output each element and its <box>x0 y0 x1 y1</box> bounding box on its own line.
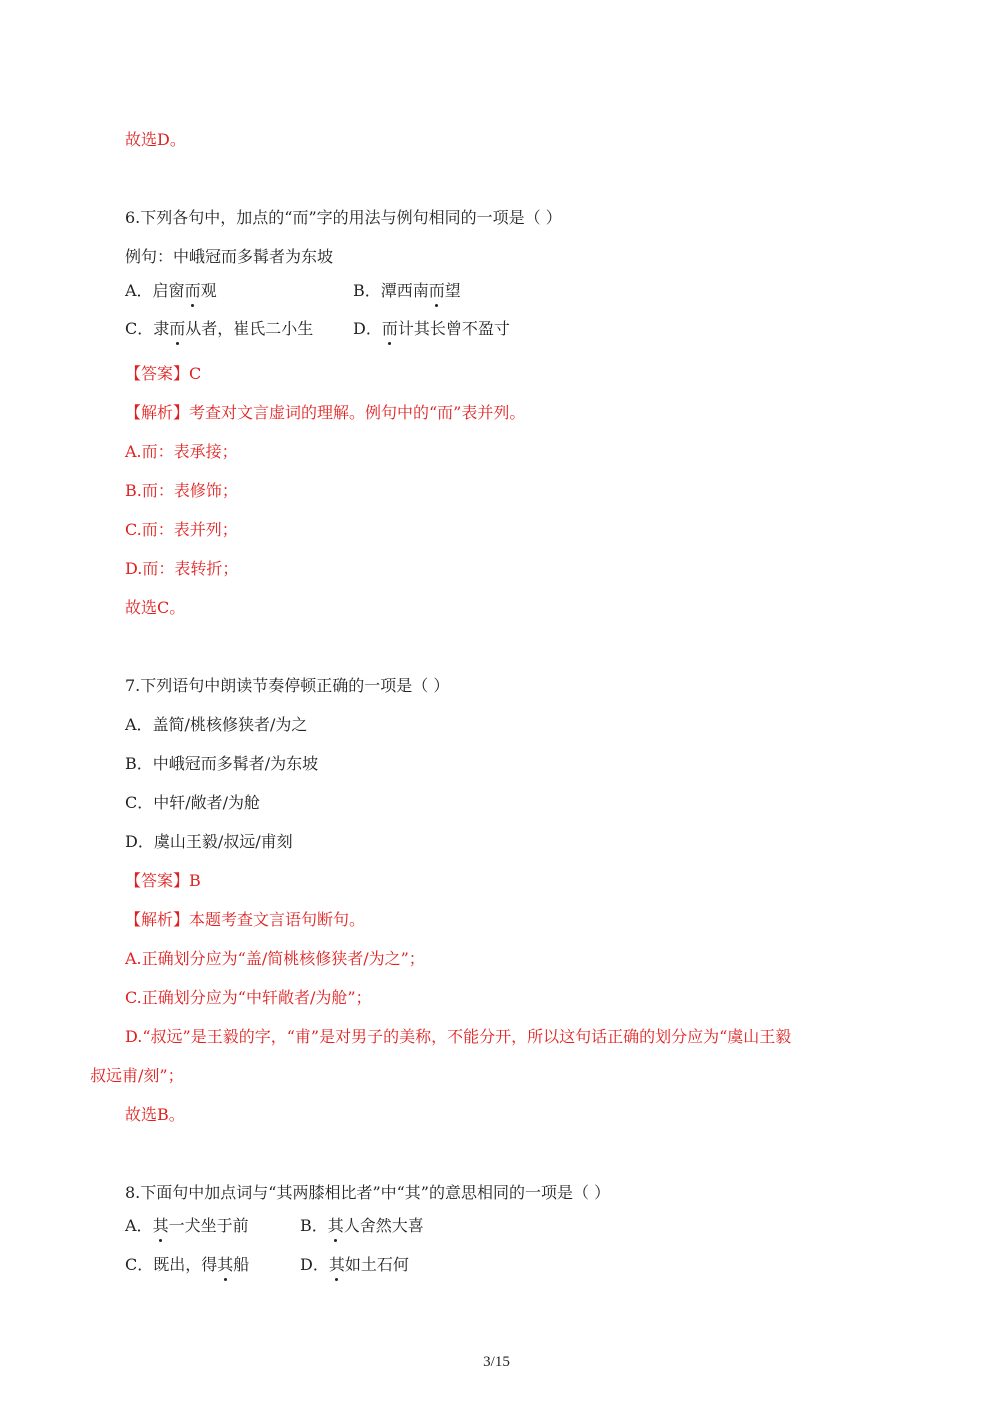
q6-analysis-intro: 【解析】考查对文言虚词的理解。例句中的“而”表并列。 <box>125 403 526 422</box>
q6-option-b <box>353 281 461 301</box>
q6-answer: 【答案】C <box>125 364 202 383</box>
q8-option-d-pre: D． <box>300 1255 329 1274</box>
q7-analysis-intro: 【解析】本题考查文言语句断句。 <box>125 910 366 929</box>
q6-analysis-d: D.而：表转折； <box>125 559 239 578</box>
q6-conclusion: 故选C。 <box>125 598 186 617</box>
q6-option-b-pre: B．潭西南 <box>353 281 429 300</box>
q7-option-b: B．中峨冠而多髯者/为东坡 <box>125 754 319 773</box>
q6-option-d-post: 计其长曾不盈寸 <box>397 319 510 338</box>
q8-option-b <box>300 1216 424 1236</box>
q6-option-b-dotted-word: 而 <box>428 281 445 300</box>
q7-analysis-a: A.正确划分应为“盖/简桃核修狭者/为之”； <box>125 949 425 968</box>
q5-conclusion: 故选D。 <box>125 130 186 149</box>
q6-stem: 6.下列各句中，加点的“而”字的用法与例句相同的一项是（ ） <box>125 208 562 227</box>
q6-option-c-post: 从者，崔氏二小生 <box>185 319 314 338</box>
q6-option-a <box>125 281 217 301</box>
q6-analysis-b: B.而：表修饰； <box>125 481 238 500</box>
q6-option-d-dotted-word: 而 <box>381 319 398 338</box>
q8-option-a <box>125 1216 249 1236</box>
q8-option-a-post: 一犬坐于前 <box>168 1216 249 1235</box>
q8-option-d-post: 如土石何 <box>344 1255 409 1274</box>
q8-option-b-pre: B． <box>300 1216 328 1235</box>
q8-option-a-pre: A． <box>125 1216 153 1235</box>
q6-option-c-pre: C．隶 <box>125 319 170 338</box>
q8-option-a-dotted-word: 其 <box>152 1216 169 1235</box>
q7-conclusion: 故选B。 <box>125 1105 185 1124</box>
q8-option-c-pre: C．既出，得 <box>125 1255 218 1274</box>
q7-option-c: C．中轩/敞者/为舱 <box>125 793 261 812</box>
q8-option-c-dotted-word: 其 <box>217 1255 234 1274</box>
q6-option-a-pre: A．启窗 <box>125 281 185 300</box>
page-number: 3/15 <box>483 1354 510 1370</box>
q8-option-c <box>125 1255 249 1275</box>
q8-option-b-dotted-word: 其 <box>327 1216 344 1235</box>
q7-analysis-c: C.正确划分应为“中轩敞者/为舱”； <box>125 988 372 1007</box>
q7-answer: 【答案】B <box>125 871 201 890</box>
q6-option-a-dotted-word: 而 <box>184 281 201 300</box>
q7-analysis-d-continued: 叔远甫/刻”； <box>90 1066 184 1085</box>
q6-option-d <box>353 319 510 339</box>
q6-option-c-dotted-word: 而 <box>169 319 186 338</box>
q7-stem: 7.下列语句中朗读节奏停顿正确的一项是（ ） <box>125 676 450 695</box>
q8-option-d <box>300 1255 409 1275</box>
q6-option-a-post: 观 <box>200 281 217 300</box>
q8-stem: 8.下面句中加点词与“其两膝相比者”中“其”的意思相同的一项是（ ） <box>125 1183 611 1202</box>
q6-analysis-c: C.而：表并列； <box>125 520 238 539</box>
q6-analysis-a: A.而：表承接； <box>125 442 238 461</box>
q8-option-b-post: 人舍然大喜 <box>343 1216 424 1235</box>
q7-option-a: A．盖简/桃核修狭者/为之 <box>125 715 308 734</box>
q7-option-d: D．虞山王毅/叔远/甫刻 <box>125 832 293 851</box>
q8-option-c-post: 船 <box>233 1255 250 1274</box>
q6-option-b-post: 望 <box>444 281 461 300</box>
q8-option-d-dotted-word: 其 <box>328 1255 345 1274</box>
q6-example: 例句：中峨冠而多髯者为东坡 <box>125 247 334 266</box>
q6-option-c <box>125 319 313 339</box>
q6-option-d-pre: D． <box>353 319 382 338</box>
q7-analysis-d: D.“叔远”是王毅的字，“甫”是对男子的美称，不能分开，所以这句话正确的划分应为“虞山王毅 <box>125 1027 792 1046</box>
